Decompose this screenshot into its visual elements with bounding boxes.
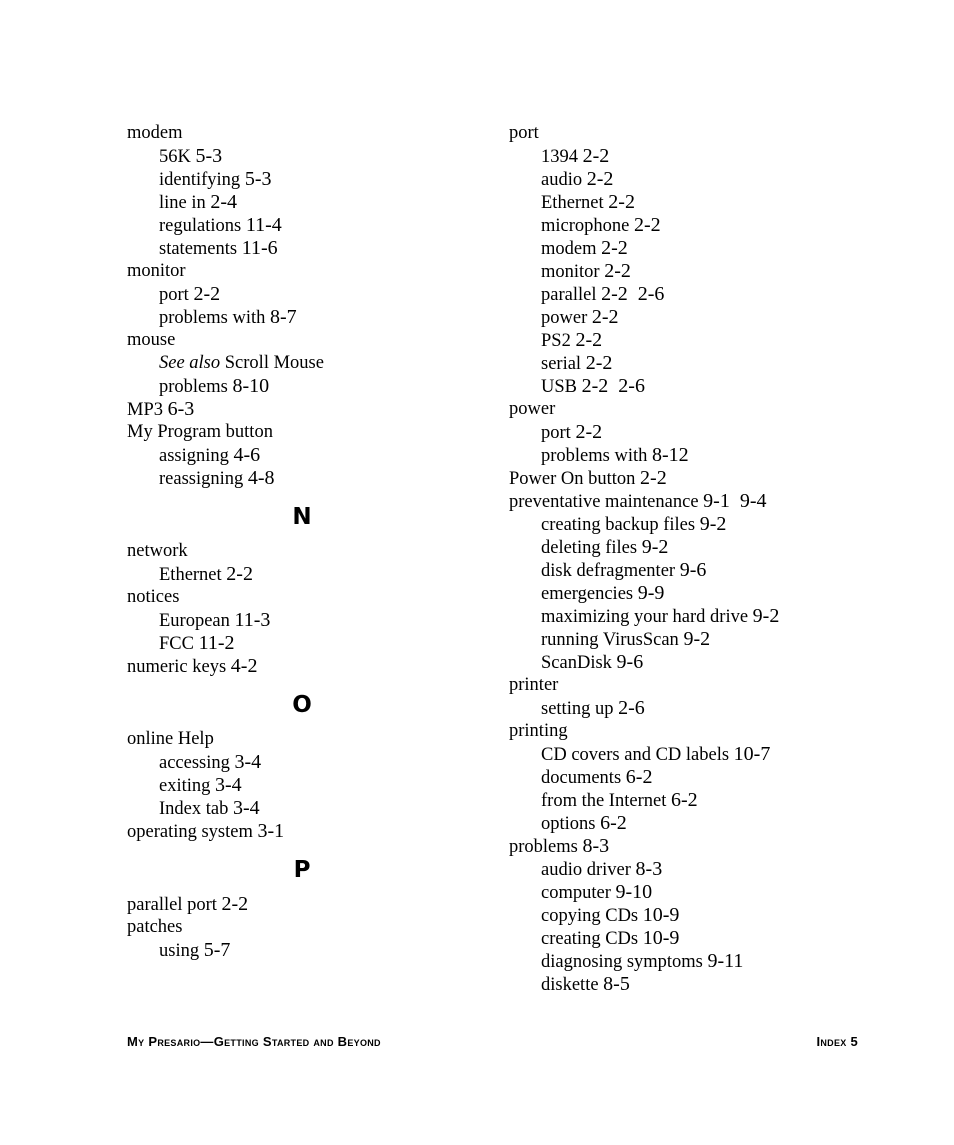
page-reference: 9-6: [616, 651, 644, 673]
page-reference: 2-2: [585, 352, 613, 374]
entry-term: parallel: [541, 285, 597, 305]
index-subentry: [509, 375, 869, 398]
page-reference: 2-2: [582, 145, 610, 167]
index-entry: [509, 122, 869, 145]
page-reference: 2-2: [193, 283, 221, 305]
entry-term: reassigning: [159, 469, 244, 489]
page-reference: 2-2: [575, 421, 603, 443]
page-reference: 6-2: [625, 766, 653, 788]
index-subentry: [127, 774, 487, 797]
index-subentry: [509, 444, 869, 467]
index-entry: [127, 122, 487, 145]
page-reference: 8-12: [652, 444, 689, 466]
page-reference: 8-3: [635, 858, 663, 880]
index-subentry: [509, 145, 869, 168]
index-column-left: [127, 122, 487, 962]
page-reference: 9-11: [707, 950, 744, 972]
page-reference: 2-2 2-6: [601, 283, 665, 305]
page-reference: 2-2: [221, 893, 249, 915]
entry-term: exiting: [159, 776, 211, 796]
index-subentry: [509, 582, 869, 605]
index-subentry: [127, 609, 487, 632]
index-subentry: [127, 632, 487, 655]
index-subentry: [127, 145, 487, 168]
page-reference: 8-5: [603, 973, 630, 995]
entry-term: port: [159, 285, 189, 305]
page-reference: 5-3: [244, 168, 272, 190]
entry-term: microphone: [541, 216, 630, 236]
index-entry: [127, 540, 487, 563]
index-subentry: [509, 697, 869, 720]
page-reference: 10-9: [642, 904, 680, 926]
entry-term: options: [541, 814, 596, 834]
index-entry: [127, 260, 487, 283]
page-reference: 4-6: [233, 444, 261, 466]
index-entry: [127, 586, 487, 609]
index-subentry: [127, 375, 487, 398]
index-subentry: [509, 743, 869, 766]
index-subentry: [509, 214, 869, 237]
entry-term: setting up: [541, 699, 614, 719]
index-subentry: [509, 904, 869, 927]
index-subentry: [509, 789, 869, 812]
index-subentry: [509, 237, 869, 260]
entry-term: USB: [541, 377, 577, 397]
index-entry: [127, 728, 487, 751]
page-reference: 10-7: [733, 743, 771, 765]
entry-term: modem: [127, 123, 183, 143]
index-subentry: [127, 214, 487, 237]
page-reference: 2-2: [575, 329, 603, 351]
entry-term: FCC: [159, 634, 194, 654]
entry-term: Scroll Mouse: [224, 353, 324, 373]
page-reference: 2-2: [591, 306, 619, 328]
entry-term: port: [541, 423, 571, 443]
entry-term: audio: [541, 170, 583, 190]
entry-term: network: [127, 541, 188, 561]
page-reference: 9-2: [641, 536, 669, 558]
index-subentry: [509, 881, 869, 904]
page-reference: 2-2: [586, 168, 614, 190]
entry-term: monitor: [541, 262, 600, 282]
entry-term: line in: [159, 193, 206, 213]
index-entry: [509, 835, 869, 858]
page-reference: 8-3: [582, 835, 610, 857]
index-entry: [127, 421, 487, 444]
index-subentry: [509, 950, 869, 973]
index-subentry: [127, 467, 487, 490]
index-subentry: [127, 191, 487, 214]
index-subentry: [509, 858, 869, 881]
entry-term: printing: [509, 721, 568, 741]
entry-term: Ethernet: [541, 193, 604, 213]
entry-term: from the Internet: [541, 791, 667, 811]
index-entry: [127, 655, 487, 678]
page-reference: 6-3: [167, 398, 195, 420]
entry-term: ScanDisk: [541, 653, 612, 673]
entry-term: port: [509, 123, 539, 143]
page-reference: 9-2: [683, 628, 711, 650]
index-subentry: [509, 605, 869, 628]
entry-term: statements: [159, 239, 238, 259]
page-reference: 11-2: [198, 632, 235, 654]
entry-term: power: [541, 308, 588, 328]
index-subentry: [127, 797, 487, 820]
page-reference: 5-7: [203, 939, 231, 961]
section-letter-heading: P: [293, 857, 311, 883]
page-reference: 2-4: [210, 191, 238, 213]
page-reference: 2-2: [608, 191, 635, 213]
page-reference: 3-4: [234, 751, 262, 773]
index-subentry: [509, 766, 869, 789]
index-subentry: [127, 306, 487, 329]
entry-term: 56K: [159, 147, 191, 167]
index-subentry: [509, 306, 869, 329]
entry-term: numeric keys: [127, 657, 227, 677]
entry-term: identifying: [159, 170, 241, 190]
entry-term: disk defragmenter: [541, 561, 676, 581]
index-subentry: [509, 559, 869, 582]
entry-term: mouse: [127, 330, 176, 350]
index-column-right: [509, 122, 869, 996]
entry-term: Index tab: [159, 799, 229, 819]
index-subentry: [127, 751, 487, 774]
page-reference: 9-10: [615, 881, 653, 903]
entry-term: computer: [541, 883, 611, 903]
page-reference: 2-2: [634, 214, 661, 236]
entry-term: deleting files: [541, 538, 638, 558]
index-entry: [127, 329, 487, 352]
entry-term: European: [159, 611, 230, 631]
entry-term: power: [509, 399, 556, 419]
entry-term: online Help: [127, 729, 214, 749]
page-reference: 10-9: [642, 927, 680, 949]
page-reference: 6-2: [670, 789, 698, 811]
index-subentry: [127, 283, 487, 306]
index-subentry: [127, 352, 487, 375]
page-reference: 8-7: [270, 306, 297, 328]
entry-term: running VirusScan: [541, 630, 679, 650]
entry-term: documents: [541, 768, 622, 788]
entry-term: notices: [127, 587, 180, 607]
entry-term: monitor: [127, 261, 186, 281]
index-entry: [509, 720, 869, 743]
index-entry: [127, 820, 487, 843]
index-subentry: [127, 563, 487, 586]
entry-term: My Program button: [127, 422, 273, 442]
entry-term: PS2: [541, 331, 571, 351]
entry-term: maximizing your hard drive: [541, 607, 749, 627]
section-letter-heading: N: [292, 504, 312, 530]
entry-term: regulations: [159, 216, 242, 236]
index-entry: [509, 398, 869, 421]
index-subentry: [509, 421, 869, 444]
entry-term: problems with: [541, 446, 648, 466]
index-entry: [127, 893, 487, 916]
index-subentry: [509, 329, 869, 352]
entry-term: creating backup files: [541, 515, 696, 535]
page-reference: 9-2: [752, 605, 780, 627]
index-subentry: [509, 191, 869, 214]
entry-term: operating system: [127, 822, 253, 842]
page-reference: 2-2: [604, 260, 631, 282]
page-reference: 5-3: [195, 145, 223, 167]
index-entry: [127, 398, 487, 421]
footer-book-title: My Presario—Getting Started and Beyond: [127, 1034, 381, 1049]
page-reference: 3-1: [257, 820, 285, 842]
page-reference: 11-6: [241, 237, 278, 259]
page-reference: 2-2: [601, 237, 628, 259]
index-subentry: [509, 260, 869, 283]
entry-term: parallel port: [127, 895, 217, 915]
page-reference: 9-1 9-4: [703, 490, 767, 512]
index-subentry: [509, 352, 869, 375]
footer-page-number: Index 5: [816, 1034, 858, 1049]
page-reference: 8-10: [232, 375, 270, 397]
entry-term: problems with: [159, 308, 266, 328]
index-subentry: [509, 628, 869, 651]
entry-term: using: [159, 941, 200, 961]
index-subentry: [509, 168, 869, 191]
entry-term: 1394: [541, 147, 578, 167]
entry-term: problems: [159, 377, 228, 397]
entry-term: diagnosing symptoms: [541, 952, 703, 972]
index-entry: [509, 674, 869, 697]
entry-term: emergencies: [541, 584, 634, 604]
page-reference: 11-4: [245, 214, 282, 236]
index-entry: [509, 490, 869, 513]
entry-term: audio driver: [541, 860, 631, 880]
index-subentry: [509, 536, 869, 559]
entry-term: patches: [127, 917, 183, 937]
entry-term: Power On button: [509, 469, 636, 489]
page-reference: 4-2: [230, 655, 258, 677]
index-subentry: [127, 237, 487, 260]
entry-term: CD covers and CD labels: [541, 745, 730, 765]
page-reference: 2-2 2-6: [581, 375, 645, 397]
index-subentry: [127, 168, 487, 191]
entry-term: preventative maintenance: [509, 492, 699, 512]
page-reference: 3-4: [232, 797, 260, 819]
index-subentry: [509, 651, 869, 674]
entry-term: Ethernet: [159, 565, 222, 585]
entry-term: assigning: [159, 446, 229, 466]
page-reference: 2-2: [226, 563, 253, 585]
page-reference: 9-2: [699, 513, 727, 535]
page-reference: 2-2: [640, 467, 667, 489]
page-reference: 9-9: [637, 582, 665, 604]
page-reference: 9-6: [679, 559, 707, 581]
page-reference: 3-4: [215, 774, 242, 796]
index-subentry: [509, 513, 869, 536]
index-entry: [509, 467, 869, 490]
entry-term: accessing: [159, 753, 230, 773]
entry-term: diskette: [541, 975, 599, 995]
section-letter-heading: O: [292, 692, 312, 718]
entry-term: creating CDs: [541, 929, 639, 949]
entry-term: problems: [509, 837, 578, 857]
entry-term: printer: [509, 675, 559, 695]
index-subentry: [127, 444, 487, 467]
index-subentry: [509, 283, 869, 306]
page-reference: 2-6: [618, 697, 645, 719]
index-subentry: [509, 973, 869, 996]
entry-term: modem: [541, 239, 597, 259]
entry-term: copying CDs: [541, 906, 639, 926]
entry-term: serial: [541, 354, 582, 374]
index-entry: [127, 916, 487, 939]
page-reference: 11-3: [234, 609, 271, 631]
index-subentry: [509, 812, 869, 835]
page-reference: 6-2: [600, 812, 627, 834]
index-subentry: [127, 939, 487, 962]
see-also-label: See also: [159, 353, 221, 373]
entry-term: MP3: [127, 400, 163, 420]
page-reference: 4-8: [247, 467, 275, 489]
index-subentry: [509, 927, 869, 950]
